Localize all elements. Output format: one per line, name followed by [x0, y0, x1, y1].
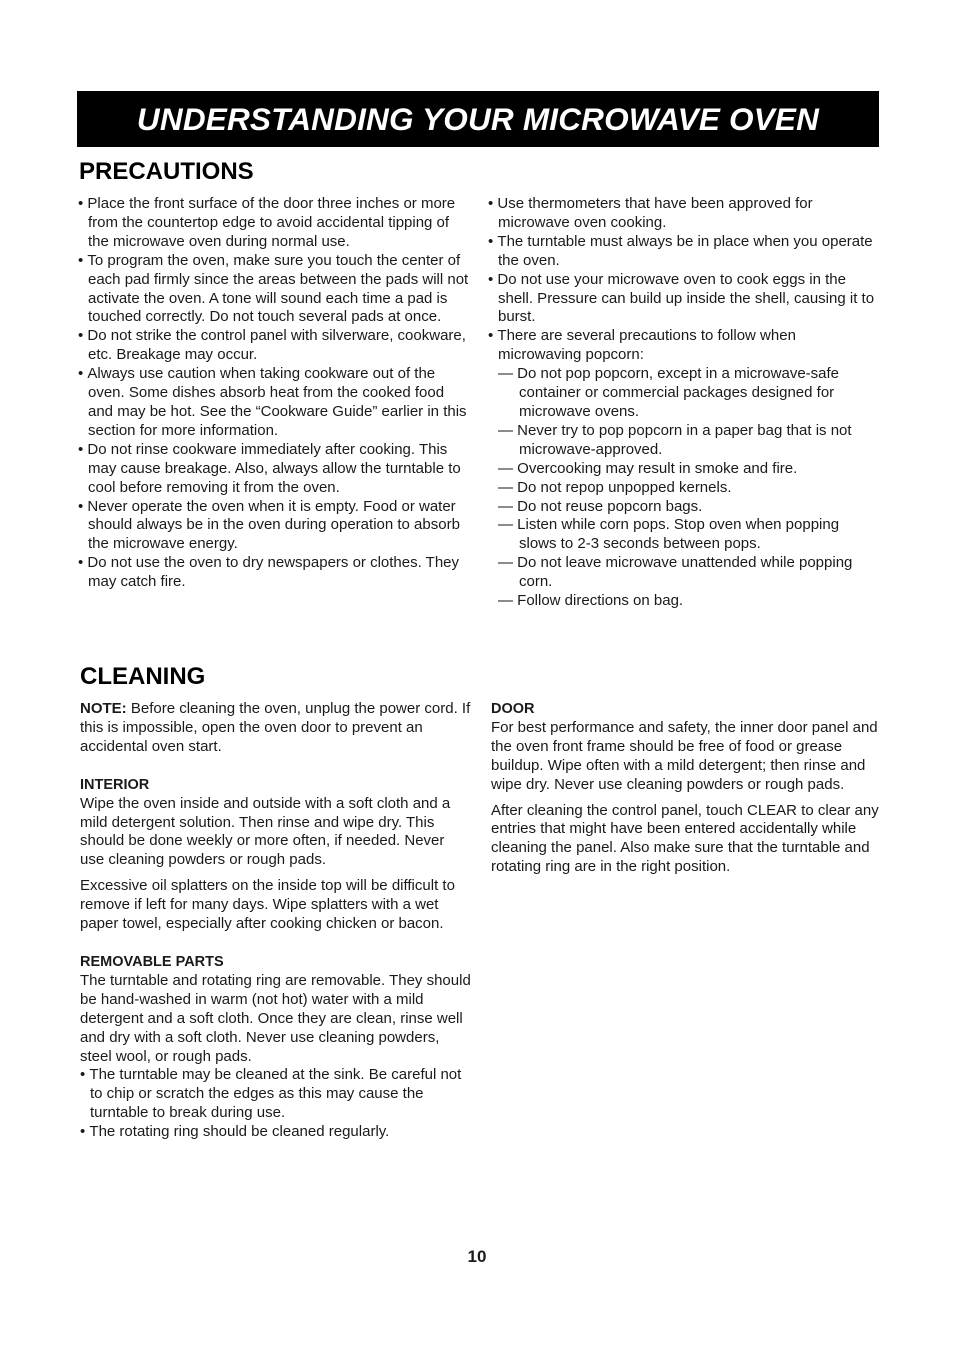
- page-title: UNDERSTANDING YOUR MICROWAVE OVEN: [136, 100, 820, 137]
- door-paragraph: For best performance and safety, the inner door panel and the oven front frame should be free of food or grease buildup. Wipe often with a mild detergent; then rinse and wipe dry. Never use cleaning powders or rough pads.: [491, 718, 878, 793]
- precautions-left-column: [78, 195, 470, 592]
- popcorn-list: [498, 365, 880, 611]
- list-item: • Do not use the oven to dry newspapers or clothes. They may catch fire.: [78, 554, 470, 592]
- list-item: — Do not leave microwave unattended while popping corn.: [498, 554, 880, 592]
- list-item: • Always use caution when taking cookware out of the oven. Some dishes absorb heat from the cooked food and may be hot. See the “Cookware Guide” earlier in this section for more information.: [78, 365, 470, 441]
- door-paragraph-2: After cleaning the control panel, touch CLEAR to clear any entries that might have been entered accidentally while cleaning the panel. Also make sure that the turntable and rotating ring are in the right position.: [491, 801, 879, 876]
- removable-parts-paragraph: The turntable and rotating ring are removable. They should be hand-washed in warm (not hot) water with a mild detergent and a soft cloth. Once they are clean, rinse well and dry with a soft cloth. Never use cleaning powders, steel wool, or rough pads.: [80, 971, 471, 1065]
- note-paragraph: [80, 700, 472, 757]
- list-item: • Place the front surface of the door three inches or more from the countertop edge to avoid accidental tipping of the microwave oven during normal use.: [78, 195, 470, 252]
- cleaning-heading: CLEANING: [80, 663, 206, 690]
- list-item: • To program the oven, make sure you touch the center of each pad firmly since the areas between the pads will not activate the oven. A tone will sound each time a pad is touched correctly. Do not touch several pads at once.: [78, 252, 470, 328]
- removable-parts-heading: REMOVABLE PARTS: [80, 953, 224, 970]
- door-heading: DOOR: [491, 701, 535, 717]
- list-item: — Do not reuse popcorn bags.: [498, 498, 880, 517]
- precautions-right-column: [488, 195, 880, 611]
- page-number: 10: [467, 1247, 487, 1266]
- list-item: — Overcooking may result in smoke and fire.: [498, 460, 880, 479]
- list-item: — Do not pop popcorn, except in a microwave-safe container or commercial packages designed for microwave ovens.: [498, 365, 880, 422]
- note-text: Before cleaning the oven, unplug the power cord. If this is impossible, open the oven door to prevent an accidental oven start.: [80, 700, 471, 755]
- interior-paragraph: Wipe the oven inside and outside with a soft cloth and a mild detergent solution. Then rinse and wipe dry. This should be done weekly or more often, if needed. Never use cleaning powders or rough pads.: [80, 794, 451, 869]
- interior-heading: INTERIOR: [80, 776, 150, 793]
- list-item: — Never try to pop popcorn in a paper bag that is not microwave-approved.: [498, 422, 880, 460]
- list-item: • The turntable must always be in place when you operate the oven.: [488, 233, 880, 271]
- list-item: • Never operate the oven when it is empty. Food or water should always be in the oven during operation to absorb the microwave energy.: [78, 498, 470, 555]
- cleaning-right-column: [491, 700, 883, 877]
- list-item: • Do not use your microwave oven to cook eggs in the shell. Pressure can build up inside the shell, causing it to burst.: [488, 271, 880, 328]
- interior-paragraph-2: Excessive oil splatters on the inside top will be difficult to remove if left for many days. Wipe splatters with a wet paper towel, especially after cooking chicken or bacon.: [80, 877, 455, 933]
- list-item: • Do not strike the control panel with silverware, cookware, etc. Breakage may occur.: [78, 327, 470, 365]
- precautions-heading: PRECAUTIONS: [79, 158, 254, 185]
- cleaning-left-column: [80, 700, 472, 1142]
- list-item: • Do not rinse cookware immediately after cooking. This may cause breakage. Also, always allow the turntable to cool before removing it from the oven.: [78, 441, 470, 498]
- title-banner: [77, 91, 879, 147]
- list-item: • The turntable may be cleaned at the sink. Be careful not to chip or scratch the edges as this may cause the turntable to break during use.: [80, 1066, 472, 1123]
- list-item: — Do not repop unpopped kernels.: [498, 479, 880, 498]
- list-item: — Listen while corn pops. Stop oven when popping slows to 2-3 seconds between pops.: [498, 516, 880, 554]
- note-label: NOTE:: [80, 700, 127, 717]
- list-item: — Follow directions on bag.: [498, 592, 880, 611]
- list-item: • Use thermometers that have been approved for microwave oven cooking.: [488, 195, 880, 233]
- list-item: • There are several precautions to follow when microwaving popcorn:: [488, 327, 880, 365]
- list-item: • The rotating ring should be cleaned regularly.: [80, 1123, 472, 1142]
